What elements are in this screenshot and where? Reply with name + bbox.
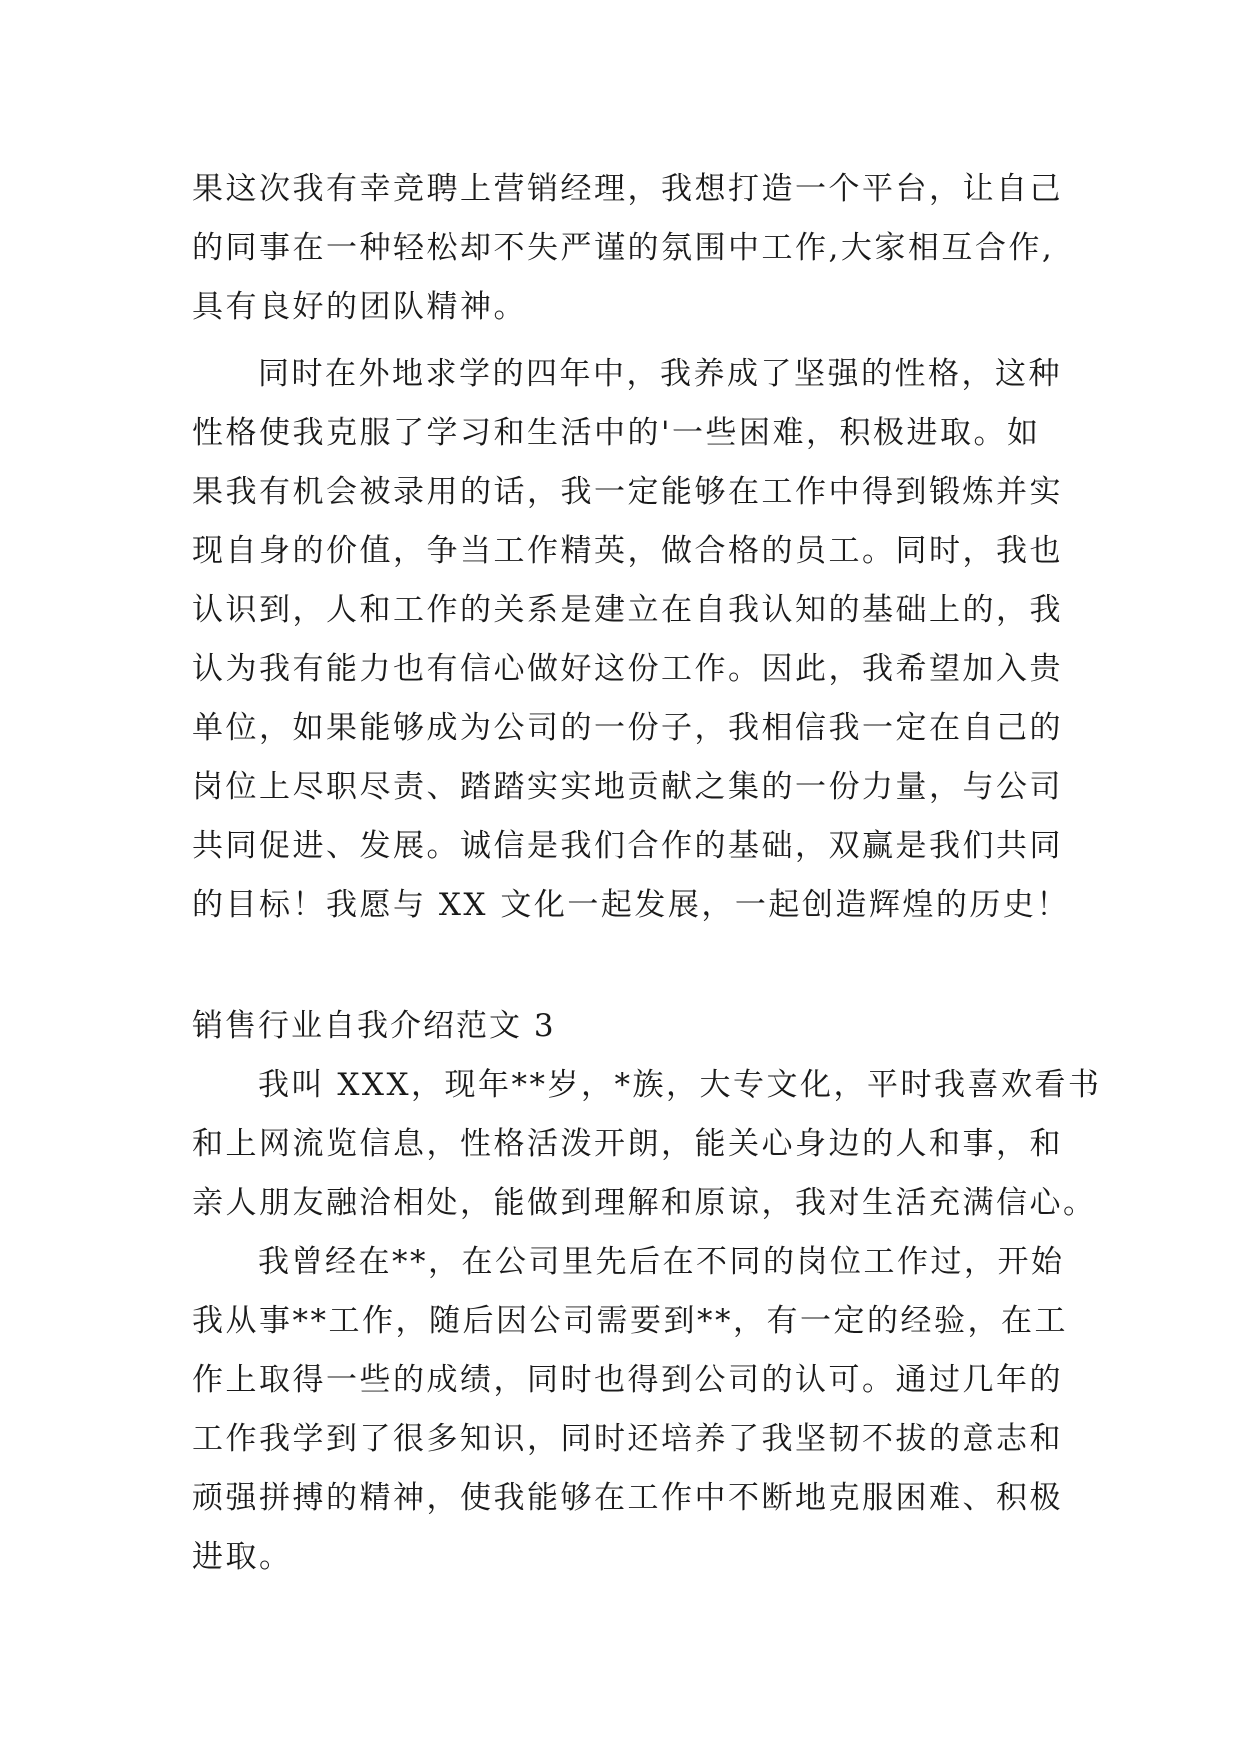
text-line: 亲人朋友融洽相处，能做到理解和原谅，我对生活充满信心。: [192, 1185, 1097, 1221]
text-line: 作上取得一些的成绩，同时也得到公司的认可。通过几年的: [192, 1362, 1063, 1398]
text-line: 具有良好的团队精神。: [192, 289, 527, 325]
text-line: 现自身的价值，争当工作精英，做合格的员工。同时，我也: [192, 533, 1063, 569]
text-line: 工作我学到了很多知识，同时还培养了我坚韧不拔的意志和: [192, 1421, 1063, 1457]
text-line: 进取。: [192, 1539, 293, 1575]
text-line: 同时在外地求学的四年中，我养成了坚强的性格，这种: [258, 356, 1062, 392]
text-line: 我从事**工作，随后因公司需要到**，有一定的经验，在工: [192, 1303, 1068, 1339]
text-line: 岗位上尽职尽责、踏踏实实地贡献之集的一份力量，与公司: [192, 769, 1063, 805]
paragraph-4: [192, 1233, 1092, 1587]
text-line: 和上网流览信息，性格活泼开朗，能关心身边的人和事，和: [192, 1126, 1063, 1162]
text-line: 我叫 XXX，现年**岁，*族，大专文化，平时我喜欢看书: [258, 1067, 1102, 1103]
section-heading: 销售行业自我介绍范文 3: [192, 1008, 556, 1044]
paragraph-1: [192, 160, 1092, 337]
text-line: 果这次我有幸竞聘上营销经理，我想打造一个平台，让自己: [192, 171, 1063, 207]
text-line: 的目标！我愿与 XX 文化一起发展，一起创造辉煌的历史！: [192, 887, 1070, 923]
text-line: 果我有机会被录用的话，我一定能够在工作中得到锻炼并实: [192, 474, 1063, 510]
text-line: 认识到，人和工作的关系是建立在自我认知的基础上的，我: [192, 592, 1063, 628]
text-line: 的同事在一种轻松却不失严谨的氛围中工作,大家相互合作,: [192, 230, 1055, 266]
text-line: 性格使我克服了学习和生活中的'一些困难，积极进取。如: [192, 415, 1041, 451]
paragraph-3: [192, 1056, 1102, 1233]
document-body: [192, 160, 1102, 1587]
text-line: 顽强拼搏的精神，使我能够在工作中不断地克服困难、积极: [192, 1480, 1063, 1516]
text-line: 我曾经在**，在公司里先后在不同的岗位工作过，开始: [258, 1244, 1065, 1280]
text-line: 认为我有能力也有信心做好这份工作。因此，我希望加入贵: [192, 651, 1063, 687]
text-line: 单位，如果能够成为公司的一份子，我相信我一定在自己的: [192, 710, 1063, 746]
paragraph-2: [192, 345, 1092, 935]
text-line: 共同促进、发展。诚信是我们合作的基础，双赢是我们共同: [192, 828, 1063, 864]
